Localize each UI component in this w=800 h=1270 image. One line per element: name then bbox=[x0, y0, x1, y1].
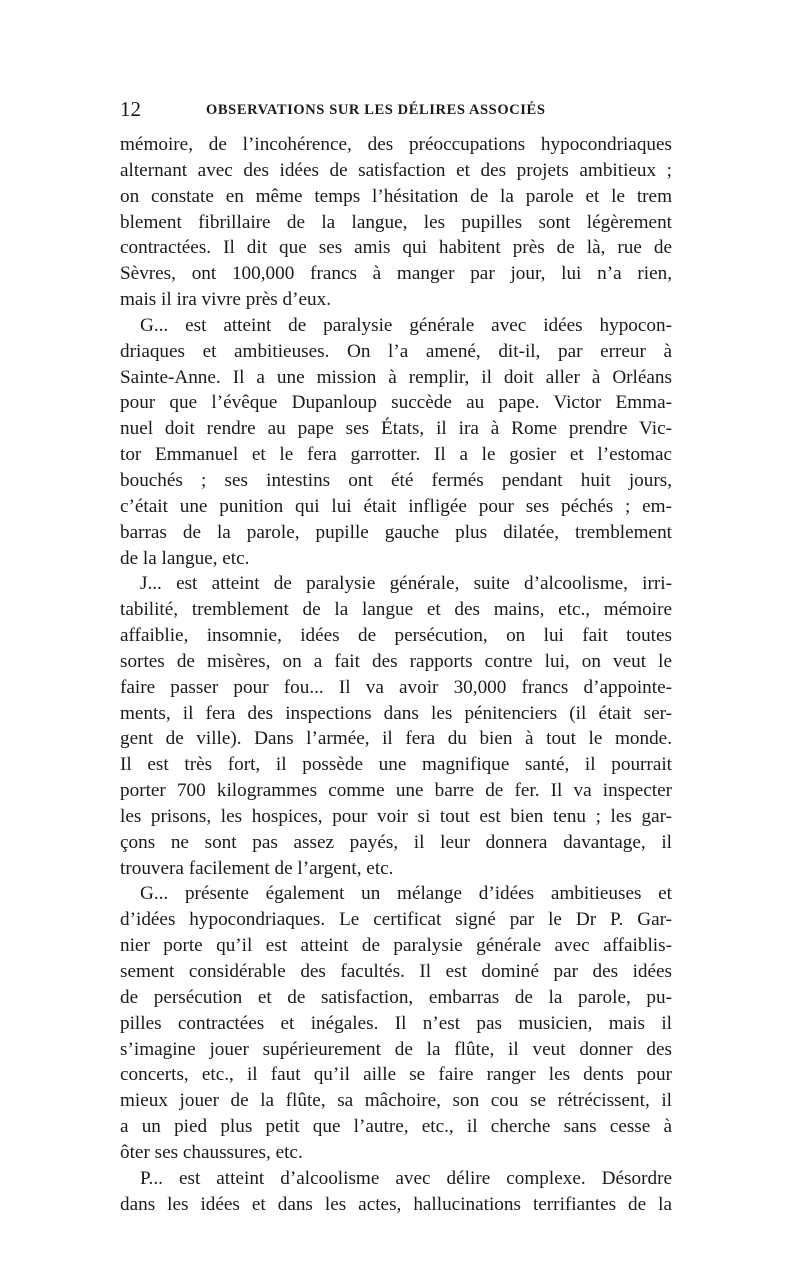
text-line: bouchés ; ses intestins ont été fermés pendant huit jours, bbox=[120, 469, 672, 491]
text-line: G... présente également un mélange d’idées ambitieuses et bbox=[140, 883, 672, 905]
text-line: nier porte qu’il est atteint de paralysie générale avec affaiblis- bbox=[120, 935, 672, 957]
text-line: tor Emmanuel et le fera garrotter. Il a le gosier et l’estomac bbox=[120, 444, 672, 466]
page-number: 12 bbox=[120, 97, 141, 121]
text-line: alternant avec des idées de satisfaction et des projets ambitieux ; bbox=[120, 159, 672, 181]
text-line: P... est atteint d’alcoolisme avec délire complexe. Désordre bbox=[140, 1167, 672, 1189]
text-line: Sainte-Anne. Il a une mission à remplir, il doit aller à Orléans bbox=[120, 366, 672, 388]
text-line: contractées. Il dit que ses amis qui habitent près de là, rue de bbox=[120, 237, 672, 259]
text-line: tabilité, tremblement de la langue et des mains, etc., mémoire bbox=[120, 599, 672, 621]
text-line: les prisons, les hospices, pour voir si tout est bien tenu ; les gar- bbox=[120, 805, 672, 827]
text-line: sortes de misères, on a fait des rapports contre lui, on veut le bbox=[120, 650, 672, 672]
running-header bbox=[120, 96, 672, 122]
text-line: barras de la parole, pupille gauche plus dilatée, tremblement bbox=[120, 521, 672, 543]
text-line: c’était une punition qui lui était infligée pour ses péchés ; em- bbox=[120, 495, 672, 517]
text-line: nuel doit rendre au pape ses États, il ira à Rome prendre Vic- bbox=[120, 418, 672, 440]
text-line: mémoire, de l’incohérence, des préoccupations hypocondriaques bbox=[120, 134, 672, 155]
text-line: concerts, etc., il faut qu’il aille se faire ranger les dents pour bbox=[120, 1064, 672, 1086]
text-line: Sèvres, ont 100,000 francs à manger par jour, lui n’a rien, bbox=[120, 263, 672, 285]
text-line: trouvera facilement de l’argent, etc. bbox=[120, 857, 394, 879]
text-line: J... est atteint de paralysie générale, suite d’alcoolisme, irri- bbox=[140, 573, 672, 595]
text-line: s’imagine jouer supérieurement de la flûte, il veut donner des bbox=[120, 1038, 672, 1060]
text-line: faire passer pour fou... Il va avoir 30,000 francs d’appointe- bbox=[120, 676, 672, 698]
text-line: dans les idées et dans les actes, hallucinations terrifiantes de la bbox=[120, 1193, 672, 1215]
text-line: de persécution et de satisfaction, embarras de la parole, pu- bbox=[120, 986, 672, 1008]
book-page bbox=[120, 96, 672, 1217]
text-line: porter 700 kilogrammes comme une barre de fer. Il va inspecter bbox=[120, 780, 672, 802]
text-line: çons ne sont pas assez payés, il leur donnera davantage, il bbox=[120, 831, 672, 853]
running-title: OBSERVATIONS SUR LES DÉLIRES ASSOCIÉS bbox=[206, 102, 546, 118]
text-line: a un pied plus petit que l’autre, etc., il cherche sans cesse à bbox=[120, 1116, 672, 1138]
text-line: on constate en même temps l’hésitation de la parole et le trem bbox=[120, 185, 672, 207]
text-line: mais il ira vivre près d’eux. bbox=[120, 289, 331, 311]
body-text bbox=[120, 132, 672, 1217]
text-line: pilles contractées et inégales. Il n’est pas musicien, mais il bbox=[120, 1012, 672, 1034]
text-line: ôter ses chaussures, etc. bbox=[120, 1141, 303, 1163]
text-line: affaiblie, insomnie, idées de persécution, on lui fait toutes bbox=[120, 625, 672, 647]
text-line: mieux jouer de la flûte, sa mâchoire, son cou se rétrécissent, il bbox=[120, 1090, 672, 1112]
text-line: Il est très fort, il possède une magnifique santé, il pourrait bbox=[120, 754, 672, 776]
text-line: G... est atteint de paralysie générale avec idées hypocon- bbox=[140, 314, 672, 336]
text-line: driaques et ambitieuses. On l’a amené, dit-il, par erreur à bbox=[120, 340, 672, 362]
text-line: pour que l’évêque Dupanloup succède au pape. Victor Emma- bbox=[120, 392, 672, 414]
text-line: ments, il fera des inspections dans les pénitenciers (il était ser- bbox=[120, 702, 672, 724]
text-line: blement fibrillaire de la langue, les pupilles sont légèrement bbox=[120, 211, 672, 233]
text-line: gent de ville). Dans l’armée, il fera du bien à tout le monde. bbox=[120, 728, 672, 750]
text-line: d’idées hypocondriaques. Le certificat signé par le Dr P. Gar- bbox=[120, 909, 672, 931]
text-line: sement considérable des facultés. Il est dominé par des idées bbox=[120, 961, 672, 982]
text-line: de la langue, etc. bbox=[120, 547, 250, 569]
